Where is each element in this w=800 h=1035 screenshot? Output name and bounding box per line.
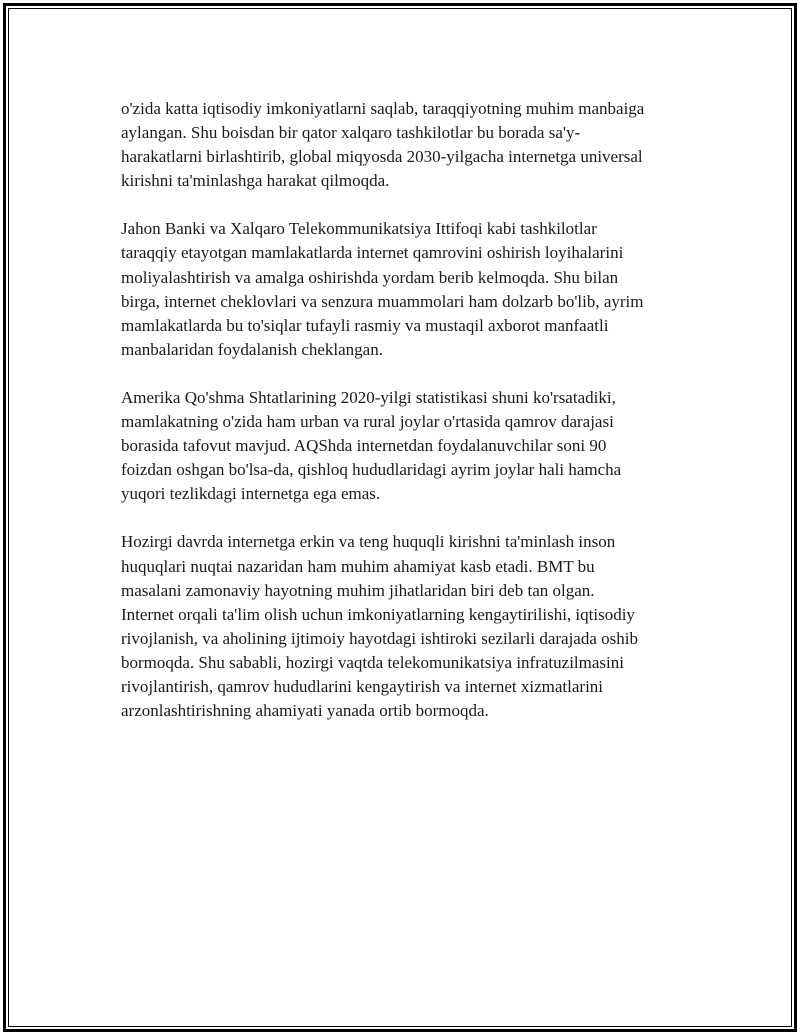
paragraph-1: o'zida katta iqtisodiy imkoniyatlarni saqlab, taraqqiyotning muhim manbaiga aylangan. Shu boisdan bir qator xalqaro tashkilotlar bu borada sa'y- harakatlarni birlashtirib, global miqyosda 2030-yilgacha internetga universal kirishni ta'minlashga harakat qilmoqda. (121, 99, 645, 191)
paragraph-3: Amerika Qo'shma Shtatlarining 2020-yilgi statistikasi shuni ko'rsatadiki, mamlakatning o'zida ham urban va rural joylar o'rtasida qamrov darajasi borasida tafovut mavjud. AQShda internetdan foydalanuvchilar soni 90 foizdan oshgan bo'lsa-da, qishloq hududlaridagi ayrim joylar hali hamcha yuqori tezlikdagi internetga ega emas. (121, 387, 622, 504)
page-frame (3, 3, 797, 1032)
paragraph-2: Jahon Banki va Xalqaro Telekommunikatsiya Ittifoqi kabi tashkilotlar taraqqiy etayotgan mamlakatlarda internet qamrovini oshirish loyihalarini moliyalashtirish va amalga oshirishda yordam berib kelmoqda. Shu bilan birga, internet cheklovlari va senzura muammolari ham dolzarb bo'lib, ayrim mamlakatlarda bu to'siqlar tufayli rasmiy va mustaqil axborot manfaatli manbalaridan foydalanish cheklangan. (121, 219, 644, 359)
document-body (121, 97, 696, 747)
paragraph-4: Hozirgi davrda internetga erkin va teng huquqli kirishni ta'minlash inson huquqlari nuqtai nazaridan ham muhim ahamiyat kasb etadi. BMT bu masalani zamonaviy hayotning muhim jihatlaridan biri deb tan olgan. Internet orqali ta'lim olish uchun imkoniyatlarning kengaytirilishi, iqtisodiy rivojlanish, va aholining ijtimoiy hayotdagi ishtiroki sezilarli darajada oshib bormoqda. Shu sababli, hozirgi vaqtda telekomunikatsiya infratuzilmasini rivojlantirish, qamrov hududlarini kengaytirish va internet xizmatlarini arzonlashtirishning ahamiyati yanada ortib bormoqda. (121, 532, 638, 721)
